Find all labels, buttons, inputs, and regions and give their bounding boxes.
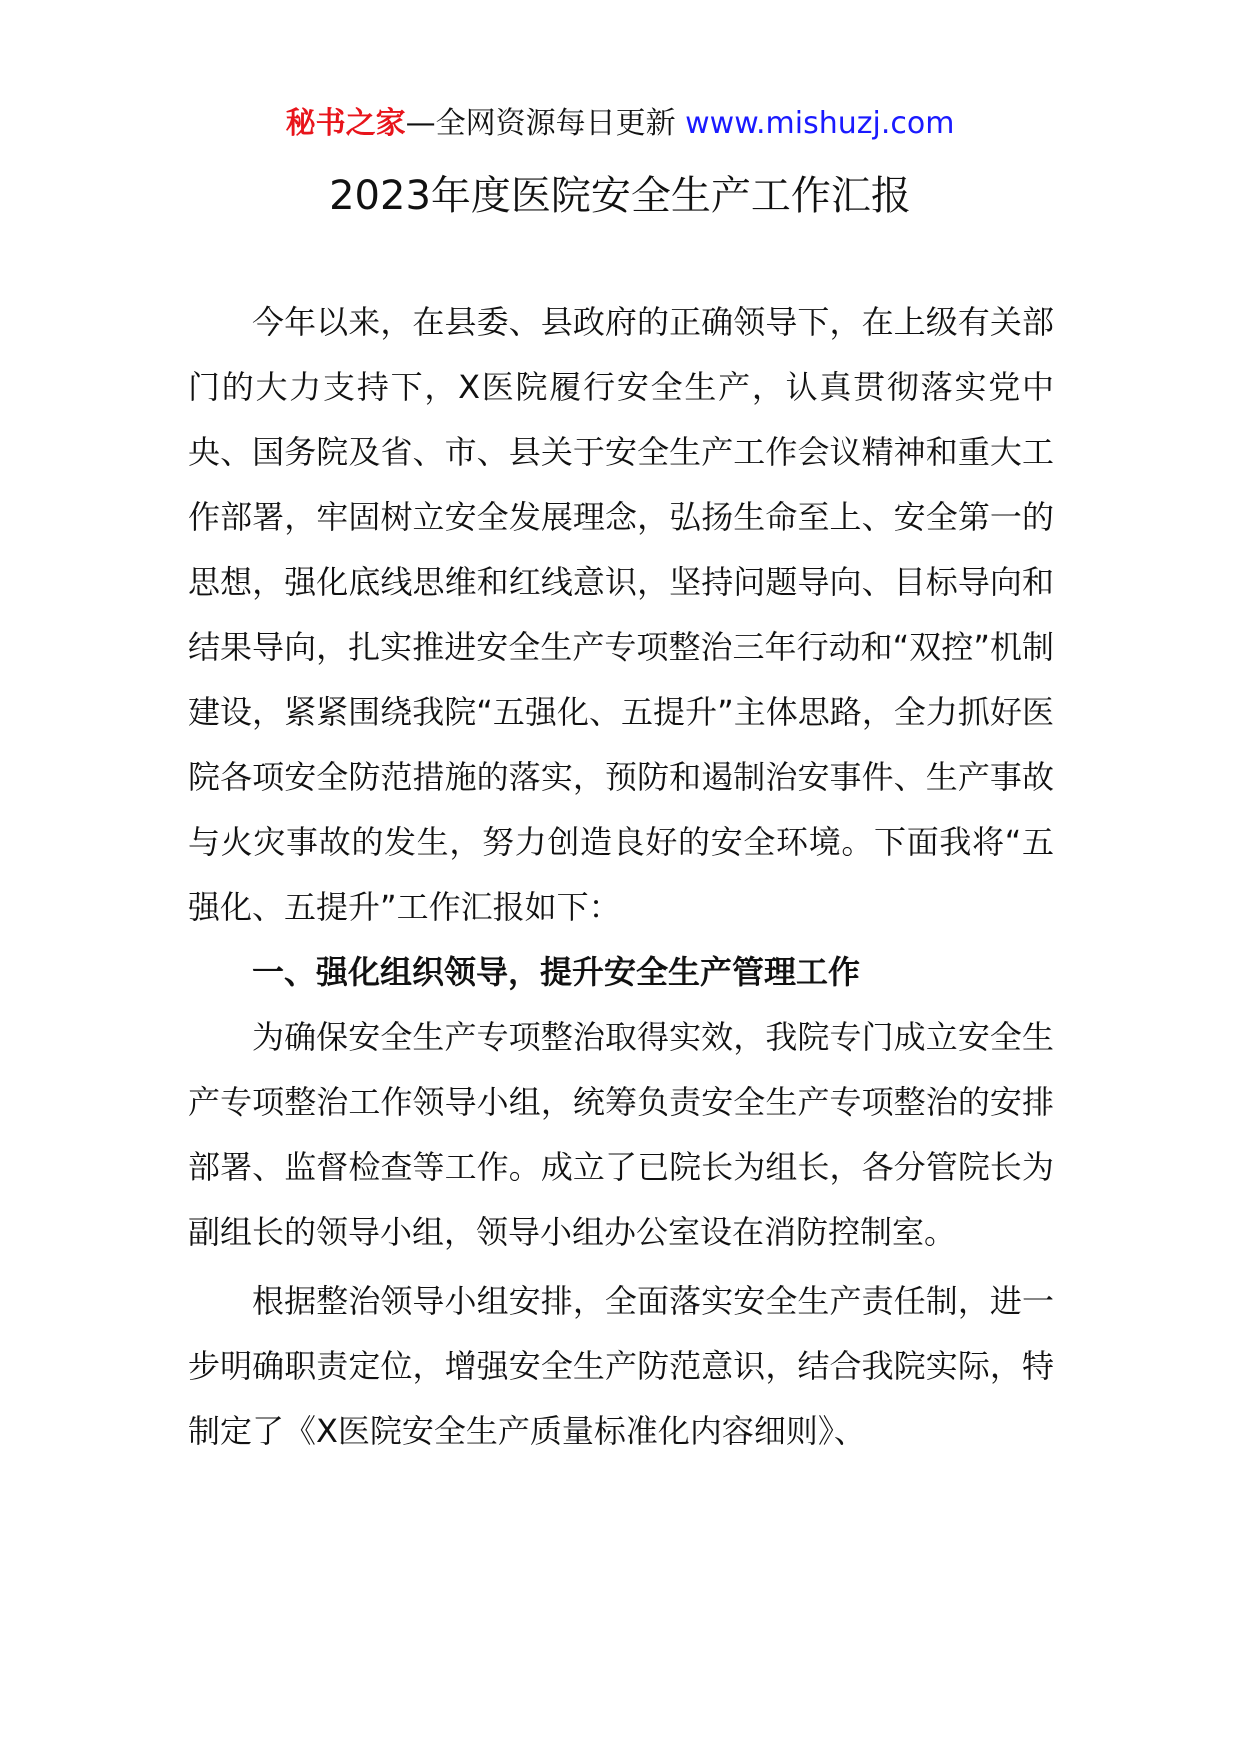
site-banner [0, 104, 1240, 144]
banner-tagline: —全网资源每日更新 [405, 106, 676, 141]
intro-paragraph: 今年以来，在县委、县政府的正确领导下，在上级有关部门的大力支持下，X医院履行安全生产，认真贯彻落实党中央、国务院及省、市、县关于安全生产工作会议精神和重大工作部署，牢固树立安全发展理念，弘扬生命至上、安全第一的思想，强化底线思维和红线意识，坚持问题导向、目标导向和结果导向，扎实推进安全生产专项整治三年行动和“双控”机制建设，紧紧围绕我院“五强化、五提升”主体思路，全力抓好医院各项安全防范措施的落实，预防和遏制治安事件、生产事故与火灾事故的发生，努力创造良好的安全环境。下面我将“五强化、五提升”工作汇报如下： [188, 303, 1054, 926]
document-body [188, 290, 1054, 1464]
section-heading: 一、强化组织领导，提升安全生产管理工作 [252, 953, 861, 991]
body-paragraph: 根据整治领导小组安排，全面落实安全生产责任制，进一步明确职责定位，增强安全生产防范意识，结合我院实际，特制定了《X医院安全生产质量标准化内容细则》、 [188, 1282, 1054, 1450]
body-paragraph: 为确保安全生产专项整治取得实效，我院专门成立安全生产专项整治工作领导小组，统筹负责安全生产专项整治的安排部署、监督检查等工作。成立了已院长为组长，各分管院长为副组长的领导小组，领导小组办公室设在消防控制室。 [188, 1018, 1054, 1251]
brand-name: 秘书之家 [285, 106, 406, 141]
document-title: 2023年度医院安全生产工作汇报 [329, 173, 911, 219]
site-url-link[interactable]: www.mishuzj.com [685, 106, 955, 141]
